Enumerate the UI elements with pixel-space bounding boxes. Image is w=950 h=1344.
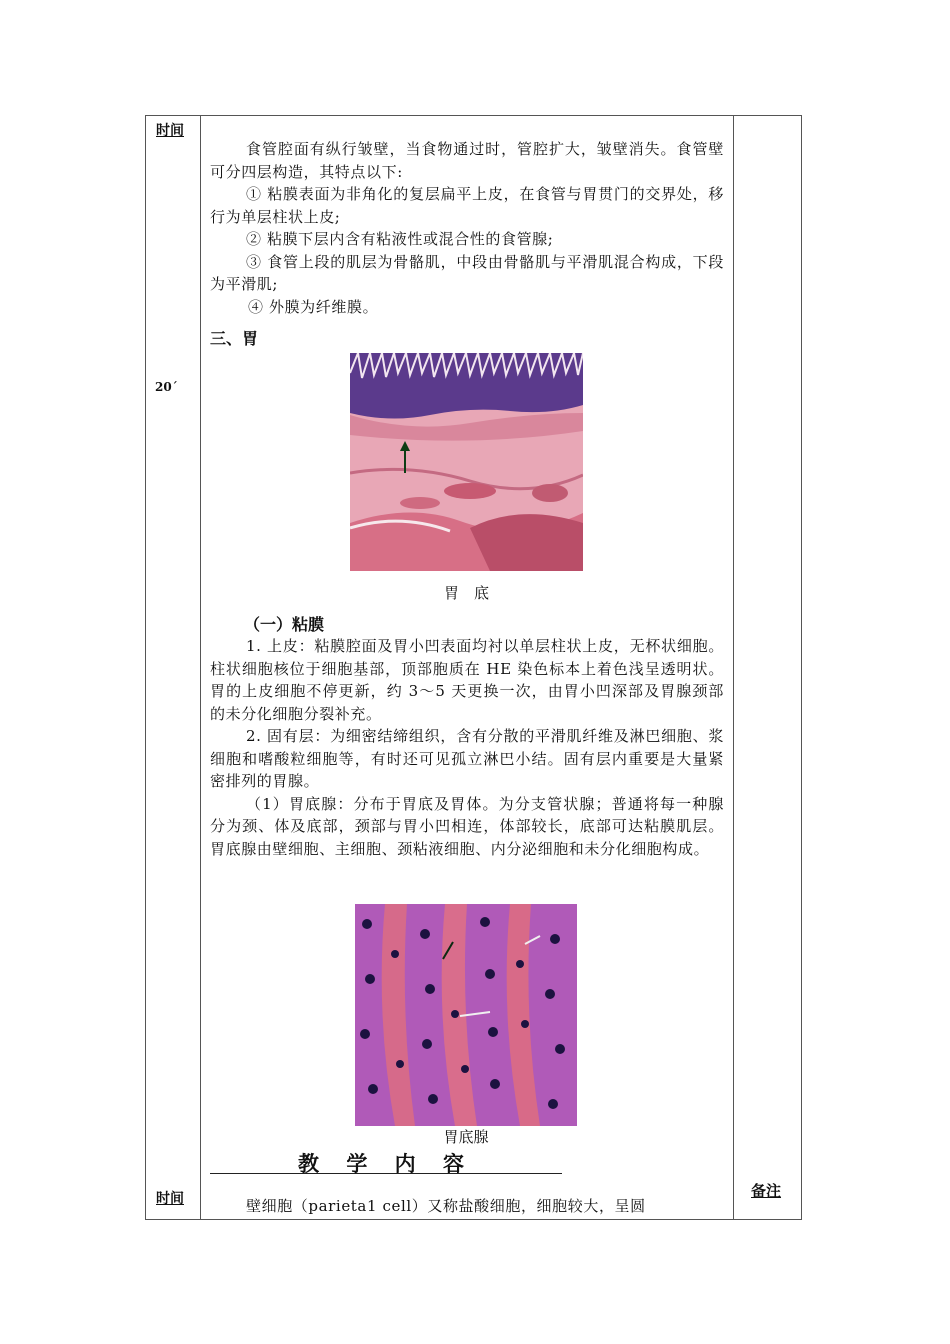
esophagus-item-3: ③ 食管上段的肌层为骨骼肌，中段由骨骼肌与平滑肌混合构成，下段为平滑肌; [210, 252, 724, 293]
time-label-bottom: 时间 [156, 1191, 184, 1207]
teaching-content-title: 教 学 内 容 [210, 1148, 562, 1174]
remark-label: 备注 [751, 1182, 782, 1200]
fundic-gland-image [355, 904, 577, 1126]
mucosa-text [210, 635, 724, 860]
stomach-heading: 三、胃 [210, 329, 259, 348]
fundus-caption: 胃 底 [443, 584, 489, 602]
fundic-gland-caption: 胃底腺 [443, 1128, 489, 1146]
parietal-cell-paragraph: 壁细胞（parieta1 cell）又称盐酸细胞，细胞较大，呈圆 [246, 1197, 646, 1215]
epithelium-paragraph: 1. 上皮：粘膜腔面及胃小凹表面均衬以单层柱状上皮，无杯状细胞。柱状细胞核位于细胞基部，顶部胞质在 HE 染色标本上着色浅呈透明状。胃的上皮细胞不停更新，约 3～5 天更换一次，由胃小凹深部及胃腺颈部的未分化细胞分裂补充。 [210, 637, 724, 723]
time-minutes: 20´ [155, 380, 178, 394]
esophagus-item-1: ① 粘膜表面为非角化的复层扁平上皮，在食管与胃贯门的交界处，移行为单层柱状上皮; [210, 185, 724, 226]
fundic-gland-paragraph: （1）胃底腺：分布于胃底及胃体。为分支管状腺；普通将每一种腺分为颈、体及底部，颈部与胃小凹相连，体部较长，底部可达粘膜肌层。胃底腺由壁细胞、主细胞、颈粘液细胞、内分泌细胞和未分化细胞构成。 [210, 794, 724, 858]
mucosa-heading: （一）粘膜 [244, 615, 325, 634]
esophagus-item-2: ② 粘膜下层内含有粘液性或混合性的食管腺; [246, 230, 554, 248]
time-label-top: 时间 [156, 123, 184, 139]
parietal-cell-text [210, 1195, 724, 1218]
column-divider-right [733, 116, 734, 1219]
esophagus-section [210, 138, 724, 318]
lamina-propria-paragraph: 2. 固有层：为细密结缔组织，含有分散的平滑肌纤维及淋巴细胞、浆细胞和嗜酸粒细胞等，有时还可见孤立淋巴小结。固有层内重要是大量紧密排列的胃腺。 [210, 727, 724, 790]
fundus-histology-image [350, 353, 583, 571]
esophagus-intro: 食管腔面有纵行皱壁，当食物通过时，管腔扩大，皱壁消失。食管壁可分四层构造，其特点以下: [210, 140, 724, 181]
column-divider-left [200, 116, 201, 1219]
esophagus-item-4: ④ 外膜为纤维膜。 [248, 297, 379, 316]
lesson-table [145, 115, 802, 1220]
